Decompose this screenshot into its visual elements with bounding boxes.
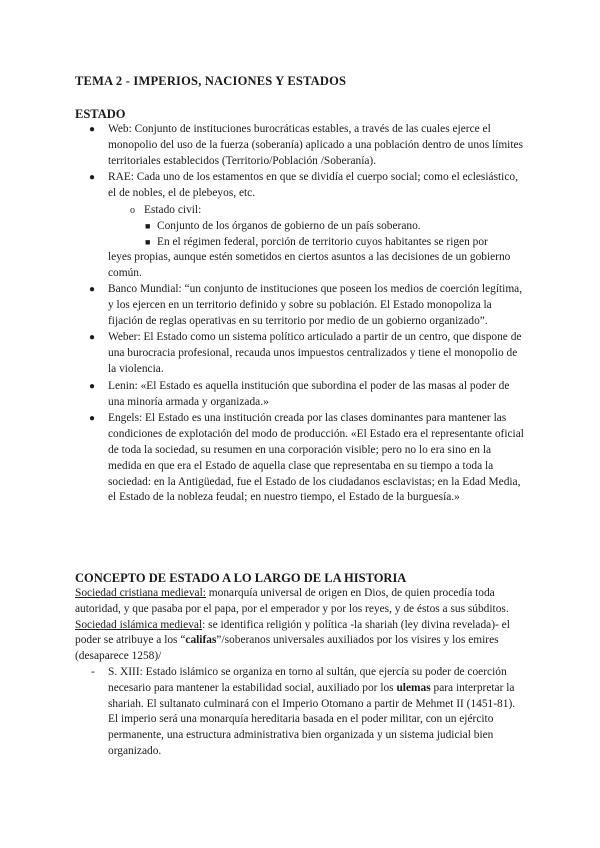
section-heading-concepto: CONCEPTO DE ESTADO A LO LARGO DE LA HISTORIA (75, 571, 407, 585)
bullet-icon: ● (89, 413, 96, 425)
paragraph-sociedad-islamica-text-a: : se identifica religión y política -la shariah (ley divina revelada)- el poder se atribuye a los “ (75, 618, 510, 647)
term-sociedad-islamica: Sociedad islámica medieval (75, 618, 203, 631)
list-item-weber (75, 330, 525, 377)
definition-sub2-continuation: leyes propias, aunque estén sometidos en ciertos asuntos a las decisiones de un gobierno común. (108, 251, 511, 280)
dash-bullet-icon: - (91, 665, 95, 678)
bullet-icon: ● (89, 283, 96, 295)
s-xiii-text-a: S. XIII: Estado islámico se organiza en torno al sultán, que ejercía su poder de coerción necesario para mantener la estabilidad social, auxiliado por los (108, 665, 507, 694)
bullet-icon: ● (89, 380, 96, 392)
bullet-icon: ● (89, 332, 96, 344)
definition-lenin: Lenin: «El Estado es aquella institución que subordina el poder de las masas al poder de una minoría armada y organizada.» (108, 379, 510, 408)
bullet-icon: ● (89, 172, 96, 184)
page-title: TEMA 2 - IMPERIOS, NACIONES Y ESTADOS (75, 74, 347, 88)
definition-sub1: Conjunto de los órganos de gobierno de un país soberano. (157, 219, 421, 232)
term-sociedad-cristiana: Sociedad cristiana medieval: (75, 587, 206, 599)
term-ulemas: ulemas (396, 681, 431, 694)
definition-sub2-start: En el régimen federal, porción de territorio cuyos habitantes se rigen por (157, 235, 488, 248)
definition-web: Web: Conjunto de instituciones burocráticas estables, a través de las cuales ejerce el monopolio del uso de la fuerza (soberanía) aplicado a una población dentro de unos límites territoriales establecidos (Territorio/Población /Soberanía). (108, 123, 523, 167)
definition-banco-mundial: Banco Mundial: “un conjunto de instituciones que poseen los medios de coerción legítima, y los ejercen en un territorio definido y sobre su población. El Estado monopoliza la fijación de reglas operativas en su territorio por medio de un gobierno organizado”. (108, 282, 523, 327)
estado-civil-label: Estado civil: (144, 203, 202, 216)
paragraph-sociedad-cristiana (75, 586, 525, 618)
estado-definitions-list (75, 122, 525, 507)
term-califas: califas (185, 634, 217, 647)
list-item-estado-civil (75, 203, 525, 219)
square-bullet-icon: ■ (145, 236, 151, 247)
section-heading-estado: ESTADO (75, 107, 126, 121)
list-item-engels (75, 411, 525, 506)
list-item-sub2 (75, 235, 525, 251)
s-xiii-text-b: para interpretar la shariah. El sultanato culminará con el Imperio Otomano a partir de Mehmet II (1451-81). El imperio será una monarquía hereditaria basada en el poder militar, con un ejército permanente, una estructura administrativa bien organizada y un sistema judicial bien organizado. (108, 681, 516, 757)
concepto-content (75, 586, 525, 760)
list-item-web (75, 122, 525, 169)
definition-engels: Engels: El Estado es una institución creada por las clases dominantes para mantener las condiciones de explotación del modo de producción. «El Estado era el representante oficial de toda la sociedad, su resumen en una corporación visible; pero no lo era sino en la medida en que era el Estado de aquella clase que representaba en su tiempo a toda la sociedad: en la Antigüedad, fue el Estado de los ciudadanos esclavistas; en la Edad Media, el Estado de la nobleza feudal; en nuestro tiempo, el Estado de la burguesía.» (108, 412, 524, 504)
list-item-s-xiii (75, 665, 525, 760)
bullet-icon: ● (89, 124, 96, 135)
list-item-rae (75, 170, 525, 202)
paragraph-sociedad-islamica (75, 618, 525, 665)
paragraph-sociedad-cristiana-text: monarquía universal de origen en Dios, de quien procedía toda autoridad, y que pasaba por el papa, por el emperador y por los reyes, y de éstos a sus súbditos. (75, 587, 509, 615)
circle-bullet-icon: o (130, 204, 135, 216)
paragraph-sociedad-islamica-text-b: ”/soberanos universales auxiliados por los visires y los emires (desaparece 1258)/ (75, 634, 499, 663)
list-item-banco-mundial (75, 282, 525, 329)
list-item-lenin (75, 379, 525, 411)
definition-weber: Weber: El Estado como un sistema político articulado a partir de un centro, que dispone de una burocracia profesional, recauda unos impuestos centralizados y tiene el monopolio de la violencia. (108, 331, 522, 375)
square-bullet-icon: ■ (145, 220, 151, 231)
definition-rae: RAE: Cada uno de los estamentos en que se dividía el cuerpo social; como el eclesiástico, el de nobles, el de plebeyos, etc. (108, 171, 518, 200)
list-item-sub1 (75, 219, 525, 235)
